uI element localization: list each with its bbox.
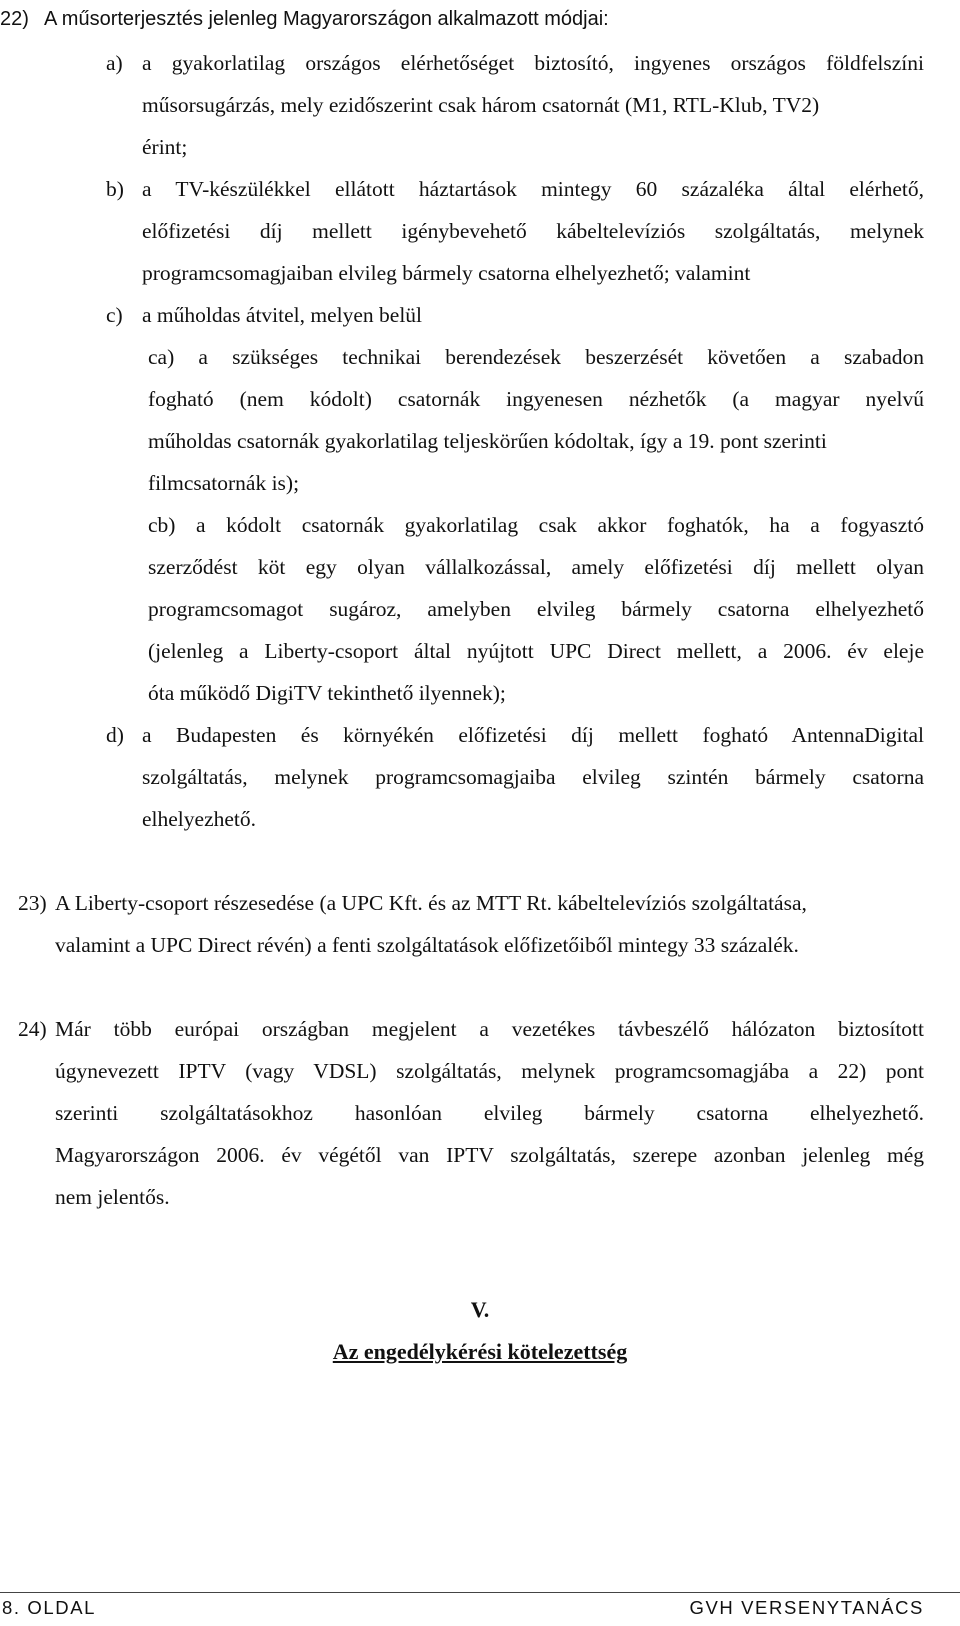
item-number: 22) xyxy=(0,8,29,30)
text-line: a gyakorlatilag országos elérhetőséget biztosító, ingyenes országos földfelszíni xyxy=(142,51,924,75)
section-title: Az engedélykérési kötelezettség xyxy=(332,1339,628,1364)
list-marker: a) xyxy=(106,51,123,75)
text-line: programcsomagjaiban elvileg bármely csatorna elhelyezhető; valamint xyxy=(142,261,751,285)
text-line: előfizetési díj mellett igénybevehető kábeltelevíziós szolgáltatás, melynek xyxy=(142,219,924,243)
text-line: szolgáltatás, melynek programcsomagjaiba elvileg szintén bármely csatorna xyxy=(142,765,924,789)
list-marker: d) xyxy=(106,723,124,747)
text-line: Már több európai országban megjelent a vezetékes távbeszélő hálózaton biztosított xyxy=(55,1017,924,1041)
page-number: 8. OLDAL xyxy=(2,1597,97,1618)
footer-divider xyxy=(0,1592,960,1593)
text-line: fogható (nem kódolt) csatornák ingyenesen nézhetők (a magyar nyelvű xyxy=(148,387,924,411)
item-lead: A műsorterjesztés jelenleg Magyarországon alkalmazott módjai: xyxy=(44,8,609,30)
text-line: elhelyezhető. xyxy=(142,807,257,831)
text-line: ca) a szükséges technikai berendezések beszerzését követően a szabadon xyxy=(148,345,924,369)
text-line: Magyarországon 2006. év végétől van IPTV szolgáltatás, szerepe azonban jelenleg még xyxy=(55,1143,924,1167)
text-line: valamint a UPC Direct révén) a fenti szolgáltatások előfizetőiből mintegy 33 százalék. xyxy=(55,933,799,957)
text-line: programcsomagot sugároz, amelyben elvileg bármely csatorna elhelyezhető xyxy=(148,597,924,621)
section-numeral: V. xyxy=(470,1297,490,1322)
text-line: (jelenleg a Liberty-csoport által nyújtott UPC Direct mellett, a 2006. év eleje xyxy=(148,639,924,663)
text-line: filmcsatornák is); xyxy=(148,471,300,495)
list-marker: b) xyxy=(106,177,124,201)
text-line: nem jelentős. xyxy=(55,1185,170,1209)
footer-organization: GVH VERSENYTANÁCS xyxy=(689,1597,924,1618)
text-line: úgynevezett IPTV (vagy VDSL) szolgáltatás, melynek programcsomagjába a 22) pont xyxy=(55,1059,924,1083)
text-line: óta működő DigiTV tekinthető ilyennek); xyxy=(148,681,506,705)
text-line: a műholdas átvitel, melyen belül xyxy=(142,303,423,327)
item-number: 24) xyxy=(18,1017,47,1041)
text-line: érint; xyxy=(142,135,188,159)
text-line: műholdas csatornák gyakorlatilag teljeskörűen kódoltak, így a 19. pont szerinti xyxy=(148,429,827,453)
text-line: A Liberty-csoport részesedése (a UPC Kft. és az MTT Rt. kábeltelevíziós szolgáltatása, xyxy=(55,891,807,915)
text-line: szerződést köt egy olyan vállalkozással, amely előfizetési díj mellett olyan xyxy=(148,555,924,579)
item-number: 23) xyxy=(18,891,47,915)
list-marker: c) xyxy=(106,303,123,327)
text-line: műsorsugárzás, mely ezidőszerint csak három csatornát (M1, RTL-Klub, TV2) xyxy=(142,93,820,117)
text-line: a TV-készülékkel ellátott háztartások mintegy 60 százaléka által elérhető, xyxy=(142,177,924,201)
text-line: cb) a kódolt csatornák gyakorlatilag csak akkor foghatók, ha a fogyasztó xyxy=(148,513,924,537)
text-line: a Budapesten és környékén előfizetési díj mellett fogható AntennaDigital xyxy=(142,723,924,747)
text-line: szerinti szolgáltatásokhoz hasonlóan elvileg bármely csatorna elhelyezhető. xyxy=(55,1101,924,1125)
